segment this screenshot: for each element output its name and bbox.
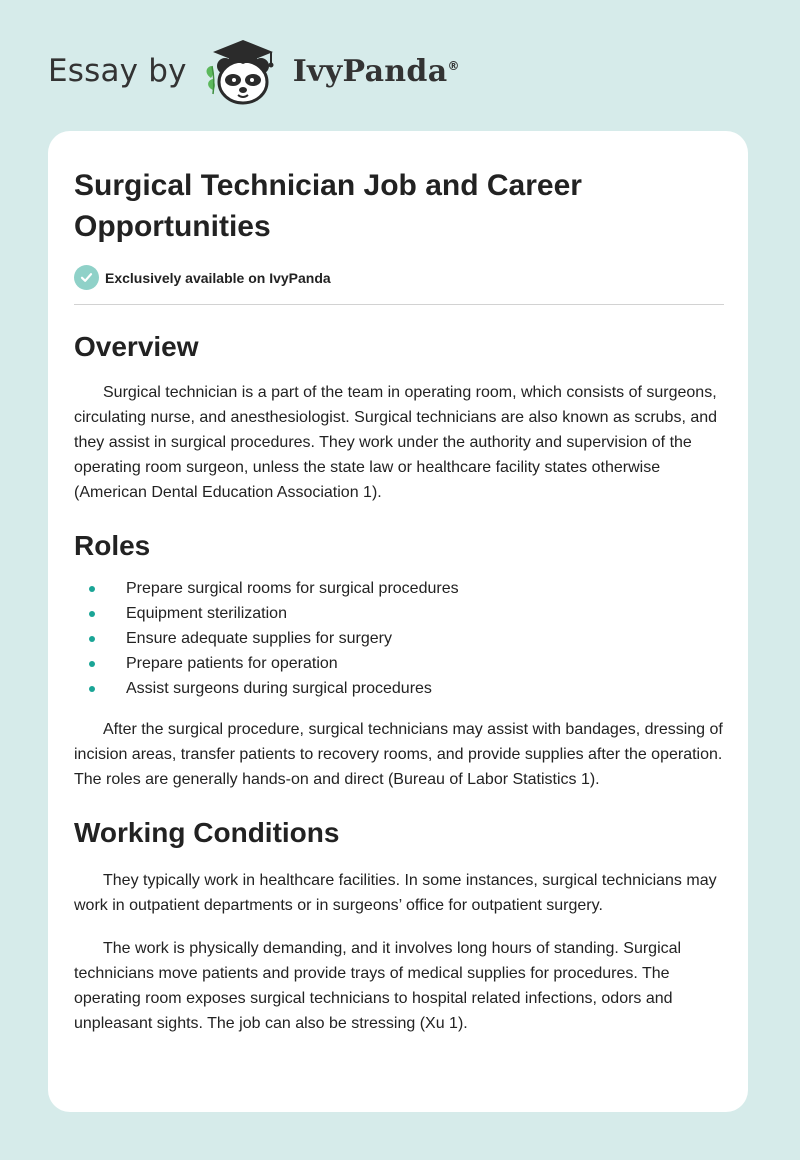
list-item: Ensure adequate supplies for surgery bbox=[74, 626, 722, 651]
bullet-icon bbox=[89, 636, 95, 642]
divider bbox=[74, 304, 724, 305]
bullet-icon bbox=[89, 661, 95, 667]
brand-name: IvyPanda® bbox=[292, 53, 460, 89]
exclusive-badge bbox=[74, 265, 722, 290]
working-conditions-paragraph-2: The work is physically demanding, and it involves long hours of standing. Surgical technicians move patients and provide trays of medical supplies for procedures. The operating room exposes surgical technicians to hospital related infections, odors and unpleasant sights. The job can also be stressing (Xu 1). bbox=[74, 940, 682, 1032]
registered-mark: ® bbox=[447, 58, 460, 73]
exclusive-text: Exclusively available on IvyPanda bbox=[105, 269, 331, 286]
overview-paragraph: Surgical technician is a part of the team in operating room, which consists of surgeons, circulating nurse, and anesthesiologist. Surgical technicians are also known as scrubs, and they assist in surgical procedures. They work under the authority and supervision of the operating room surgeon, unless the state law or healthcare facility states otherwise (American Dental Education Association 1). bbox=[74, 384, 718, 501]
list-item: Assist surgeons during surgical procedures bbox=[74, 676, 722, 701]
section-heading-working-conditions: Working Conditions bbox=[74, 817, 340, 848]
list-item: Prepare patients for operation bbox=[74, 651, 722, 676]
section-heading-overview: Overview bbox=[74, 331, 199, 362]
list-item: Prepare surgical rooms for surgical procedures bbox=[74, 576, 722, 601]
ivypanda-logo[interactable] bbox=[201, 34, 460, 108]
page-title: Surgical Technician Job and Career Opportunities bbox=[74, 169, 582, 243]
roles-list bbox=[74, 576, 722, 701]
roles-paragraph: After the surgical procedure, surgical technicians may assist with bandages, dressing of incision areas, transfer patients to recovery rooms, and provide supplies after the operation. The roles are generally hands-on and direct (Bureau of Labor Statistics 1). bbox=[74, 721, 723, 788]
site-header bbox=[48, 34, 460, 108]
checkmark-icon bbox=[74, 265, 99, 290]
list-item: Equipment sterilization bbox=[74, 601, 722, 626]
panda-mascot-icon bbox=[201, 34, 285, 108]
bullet-icon bbox=[89, 686, 95, 692]
working-conditions-paragraph-1: They typically work in healthcare facilities. In some instances, surgical technicians may work in outpatient departments or in surgeons’ office for outpatient surgery. bbox=[74, 872, 717, 914]
essay-by-label: Essay by bbox=[48, 53, 187, 89]
article-card bbox=[48, 131, 748, 1112]
bullet-icon bbox=[89, 611, 95, 617]
section-heading-roles: Roles bbox=[74, 530, 151, 561]
bullet-icon bbox=[89, 586, 95, 592]
